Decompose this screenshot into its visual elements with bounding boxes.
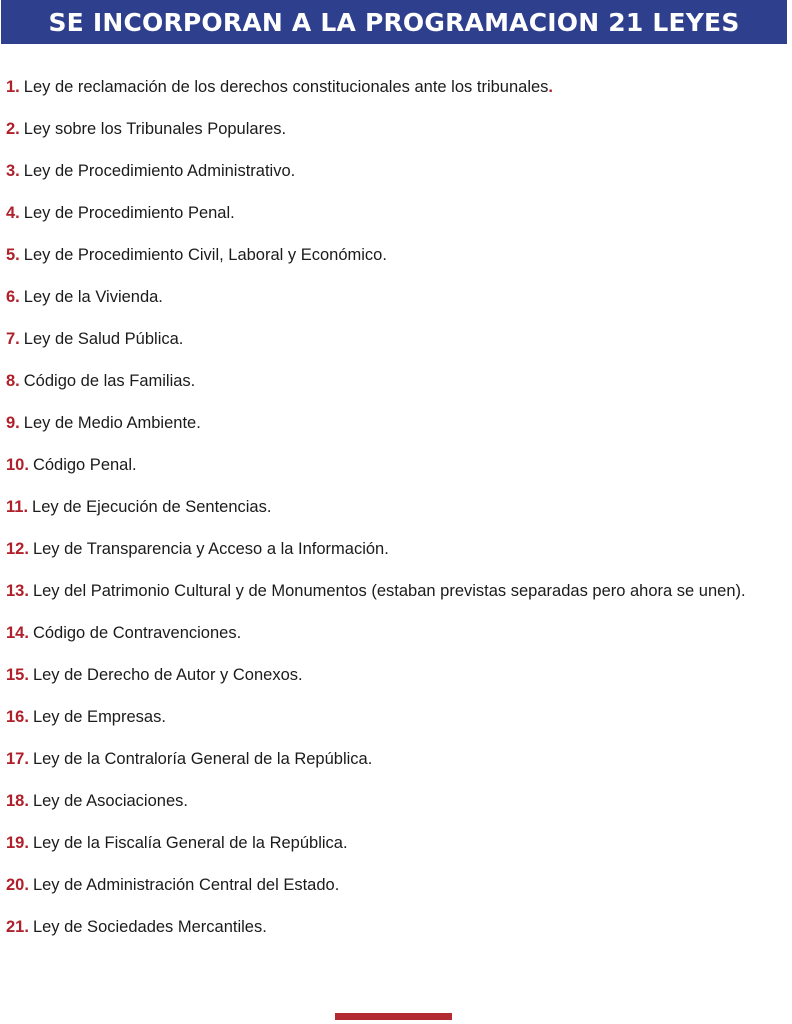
law-text: Ley de Sociedades Mercantiles. xyxy=(32,918,267,936)
law-number: 5. xyxy=(6,246,20,264)
law-number: 10. xyxy=(6,456,29,474)
header-banner xyxy=(1,0,787,44)
law-item-3 xyxy=(6,150,788,192)
law-text: Ley de la Contraloría General de la República. xyxy=(32,750,373,768)
law-number: 20. xyxy=(6,876,29,894)
law-number: 2. xyxy=(6,120,20,138)
law-number: 21. xyxy=(6,918,29,936)
law-text: Código de Contravenciones. xyxy=(32,624,242,642)
law-text: Ley de Empresas. xyxy=(32,708,166,726)
law-text: Ley de Salud Pública. xyxy=(23,330,184,348)
law-item-2 xyxy=(6,108,788,150)
law-number: 1. xyxy=(6,78,20,96)
law-item-5 xyxy=(6,234,788,276)
law-item-10 xyxy=(6,444,788,486)
law-text: Ley del Patrimonio Cultural y de Monumentos (estaban previstas separadas pero ahora se unen). xyxy=(32,582,746,600)
law-end-mark: . xyxy=(548,78,553,96)
law-item-1 xyxy=(6,66,788,108)
law-list xyxy=(6,66,788,948)
law-item-19 xyxy=(6,822,788,864)
law-text: Ley de Derecho de Autor y Conexos. xyxy=(32,666,303,684)
law-number: 12. xyxy=(6,540,29,558)
law-item-21 xyxy=(6,906,788,948)
law-text: Código Penal. xyxy=(32,456,137,474)
law-item-17 xyxy=(6,738,788,780)
law-number: 18. xyxy=(6,792,29,810)
law-text: Ley de la Fiscalía General de la República. xyxy=(32,834,348,852)
footer-divider xyxy=(335,1013,452,1020)
law-item-8 xyxy=(6,360,788,402)
law-text: Ley de reclamación de los derechos constitucionales ante los tribunales xyxy=(23,78,549,96)
law-text: Ley sobre los Tribunales Populares. xyxy=(23,120,287,138)
law-number: 17. xyxy=(6,750,29,768)
law-number: 19. xyxy=(6,834,29,852)
law-number: 11. xyxy=(6,498,29,516)
law-number: 4. xyxy=(6,204,20,222)
law-text: Ley de Procedimiento Administrativo. xyxy=(23,162,296,180)
law-number: 9. xyxy=(6,414,20,432)
law-item-6 xyxy=(6,276,788,318)
law-item-20 xyxy=(6,864,788,906)
law-number: 15. xyxy=(6,666,29,684)
law-item-14 xyxy=(6,612,788,654)
law-item-12 xyxy=(6,528,788,570)
law-text: Ley de Procedimiento Penal. xyxy=(23,204,235,222)
law-text: Código de las Familias. xyxy=(23,372,196,390)
law-text: Ley de Ejecución de Sentencias. xyxy=(32,498,272,516)
law-text: Ley de Asociaciones. xyxy=(32,792,188,810)
law-number: 14. xyxy=(6,624,29,642)
law-number: 3. xyxy=(6,162,20,180)
law-item-13 xyxy=(6,570,788,612)
law-item-9 xyxy=(6,402,788,444)
law-number: 7. xyxy=(6,330,20,348)
law-number: 13. xyxy=(6,582,29,600)
law-item-15 xyxy=(6,654,788,696)
page-title: SE INCORPORAN A LA PROGRAMACION 21 LEYES xyxy=(48,7,740,37)
law-number: 8. xyxy=(6,372,20,390)
law-item-11 xyxy=(6,486,788,528)
law-text: Ley de Medio Ambiente. xyxy=(23,414,201,432)
law-item-18 xyxy=(6,780,788,822)
law-text: Ley de Administración Central del Estado. xyxy=(32,876,340,894)
law-text: Ley de la Vivienda. xyxy=(23,288,163,306)
law-text: Ley de Procedimiento Civil, Laboral y Económico. xyxy=(23,246,387,264)
law-text: Ley de Transparencia y Acceso a la Información. xyxy=(32,540,389,558)
law-item-4 xyxy=(6,192,788,234)
law-item-7 xyxy=(6,318,788,360)
law-number: 16. xyxy=(6,708,29,726)
law-number: 6. xyxy=(6,288,20,306)
law-item-16 xyxy=(6,696,788,738)
